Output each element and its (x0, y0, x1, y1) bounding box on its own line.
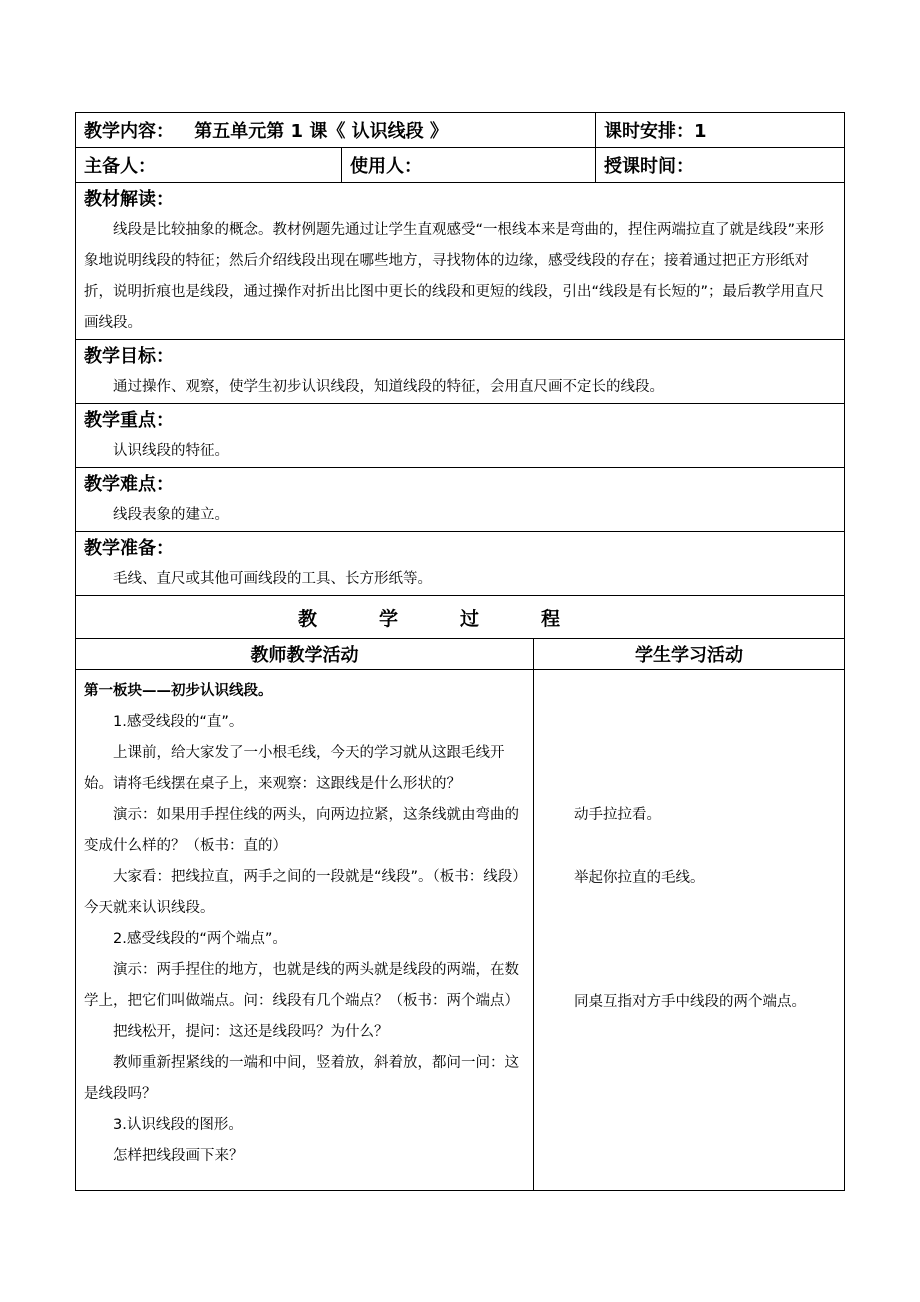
student-header: 学生学习活动 (534, 639, 845, 670)
user-cell (342, 148, 596, 183)
teacher-step: 大家看：把线拉直，两手之间的一段就是“线段”。（板书：线段）今天就来认识线段。 (84, 869, 520, 916)
process-title: 教学过程 (76, 596, 845, 639)
preparer-label: 主备人： (84, 156, 156, 177)
goal-text: 通过操作、观察，使学生初步认识线段，知道线段的特征，会用直尺画不定长的线段。 (113, 379, 664, 395)
difficulty-title: 教学难点： (84, 474, 174, 495)
key-title: 教学重点： (84, 410, 174, 431)
teacher-step: 怎样把线段画下来？ (113, 1148, 244, 1164)
student-activities (534, 670, 845, 1191)
schedule-cell (596, 113, 845, 148)
lesson-plan-page (75, 112, 844, 1191)
preparer-cell (76, 148, 342, 183)
teacher-step: 教师重新捏紧线的一端和中间，竖着放，斜着放，都问一问：这是线段吗？ (84, 1055, 519, 1102)
teacher-step: 2.感受线段的“两个端点”。 (113, 931, 287, 947)
teacher-step: 上课前，给大家发了一小根毛线，今天的学习就从这跟毛线开始。请将毛线摆在桌子上，来观察：这跟线是什么形状的？ (84, 745, 505, 792)
time-label: 授课时间： (604, 156, 694, 177)
difficulty-text: 线段表象的建立。 (113, 507, 229, 523)
prep-section (76, 532, 845, 596)
schedule-label: 课时安排：1 (604, 121, 707, 142)
teacher-step: 把线松开，提问：这还是线段吗？为什么？ (113, 1024, 389, 1040)
content-cell (76, 113, 596, 148)
key-text: 认识线段的特征。 (113, 443, 229, 459)
key-section (76, 404, 845, 468)
teacher-activities (76, 670, 534, 1191)
prep-title: 教学准备： (84, 538, 174, 559)
teacher-header: 教师教学活动 (76, 639, 534, 670)
prep-text: 毛线、直尺或其他可画线段的工具、长方形纸等。 (113, 571, 432, 587)
teacher-step: 1.感受线段的“直”。 (113, 714, 244, 730)
student-step: 举起你拉直的毛线。 (574, 870, 705, 886)
time-cell (596, 148, 845, 183)
student-step: 同桌互指对方手中线段的两个端点。 (574, 994, 806, 1010)
teacher-step: 演示：如果用手捏住线的两头，向两边拉紧，这条线就由弯曲的变成什么样的？（板书：直的） (84, 807, 519, 854)
textbook-section (76, 183, 845, 340)
lesson-plan-table (75, 112, 845, 1191)
difficulty-section (76, 468, 845, 532)
block-title: 第一板块——初步认识线段。 (84, 683, 273, 699)
textbook-title: 教材解读： (84, 189, 174, 210)
goal-section (76, 340, 845, 404)
teacher-step: 演示：两手捏住的地方，也就是线的两头就是线段的两端，在数学上，把它们叫做端点。问：线段有几个端点？（板书：两个端点） (84, 962, 519, 1009)
student-step: 动手拉拉看。 (574, 807, 661, 823)
user-label: 使用人： (350, 156, 422, 177)
content-value: 第五单元第 1 课《 认识线段 》 (194, 121, 448, 142)
teacher-step: 3.认识线段的图形。 (113, 1117, 243, 1133)
content-label: 教学内容： (84, 121, 174, 142)
textbook-text: 线段是比较抽象的概念。教材例题先通过让学生直观感受“一根线本来是弯曲的，捏住两端拉直了就是线段”来形象地说明线段的特征；然后介绍线段出现在哪些地方，寻找物体的边缘，感受线段的存在；接着通过把正方形纸对折，说明折痕也是线段，通过操作对折出比图中更长的线段和更短的线段，引出“线段是有长短的”；最后教学用直尺画线段。 (84, 222, 825, 331)
goal-title: 教学目标： (84, 346, 174, 367)
